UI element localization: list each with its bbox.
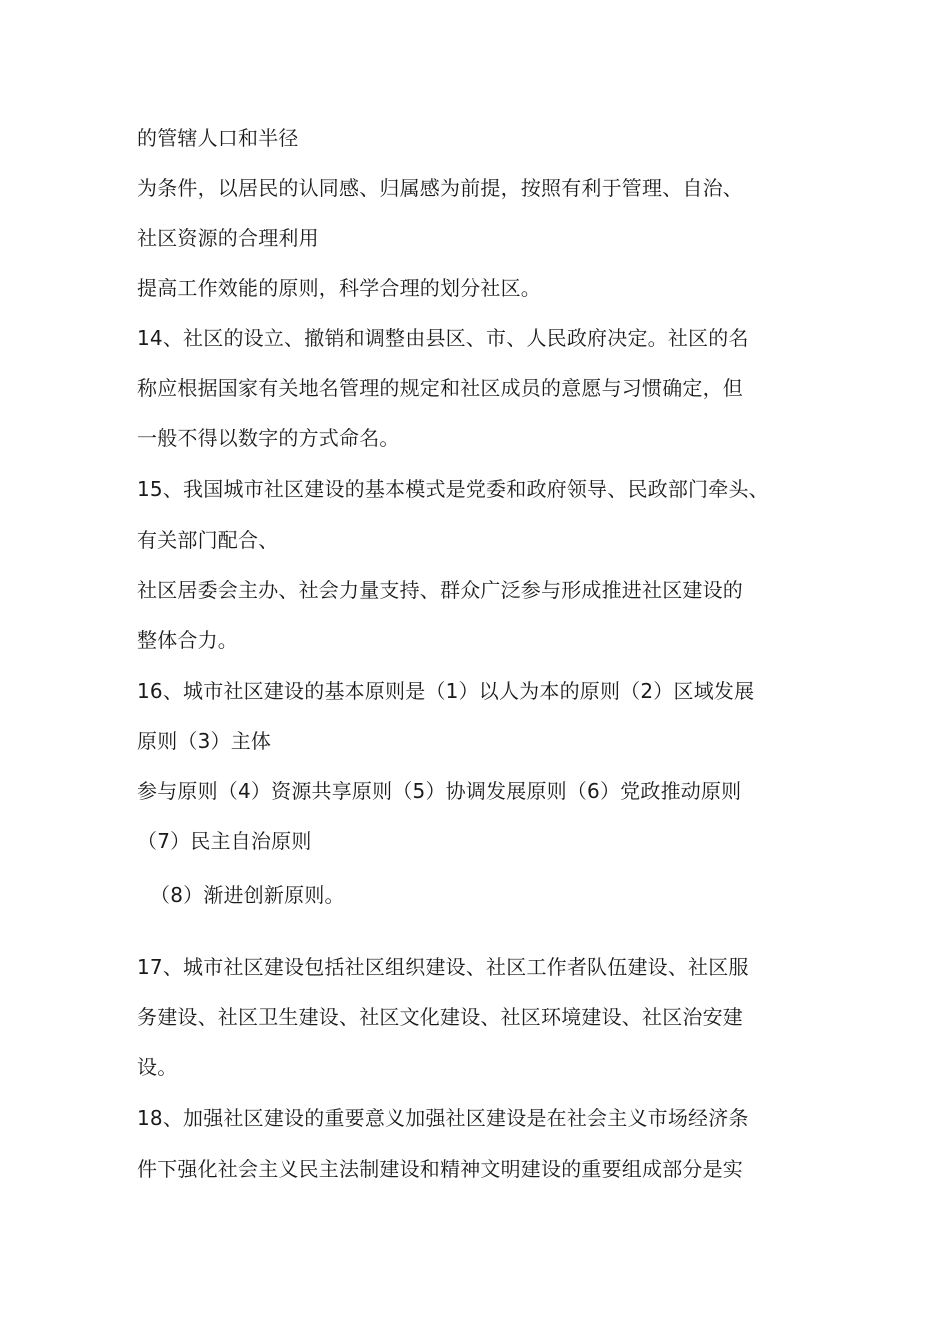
- text-line-8: 15、我国城市社区建设的基本模式是党委和政府领导、民政部门牵头、: [137, 477, 769, 501]
- text-line-11: 整体合力。: [137, 628, 238, 652]
- text-line-1: 的管辖人口和半径: [137, 126, 299, 150]
- text-line-9: 有关部门配合、: [137, 528, 279, 552]
- text-line-20: 18、加强社区建设的重要意义加强社区建设是在社会主义市场经济条: [137, 1106, 749, 1130]
- text-line-12: 16、城市社区建设的基本原则是（1）以人为本的原则（2）区域发展: [137, 679, 755, 703]
- text-line-18: 务建设、社区卫生建设、社区文化建设、社区环境建设、社区治安建: [137, 1005, 743, 1029]
- text-line-19: 设。: [137, 1055, 178, 1079]
- text-line-7: 一般不得以数字的方式命名。: [137, 426, 400, 450]
- text-line-13: 原则（3）主体: [137, 729, 272, 753]
- text-line-21: 件下强化社会主义民主法制建设和精神文明建设的重要组成部分是实: [137, 1157, 743, 1181]
- text-line-10: 社区居委会主办、社会力量支持、群众广泛参与形成推进社区建设的: [137, 578, 743, 602]
- text-line-6: 称应根据国家有关地名管理的规定和社区成员的意愿与习惯确定，但: [137, 376, 743, 400]
- text-line-16: （8）渐进创新原则。: [150, 883, 345, 907]
- text-line-15: （7）民主自治原则: [137, 829, 312, 853]
- text-line-3: 社区资源的合理利用: [137, 226, 319, 250]
- text-line-14: 参与原则（4）资源共享原则（5）协调发展原则（6）党政推动原则: [137, 779, 742, 803]
- text-line-2: 为条件，以居民的认同感、归属感为前提，按照有利于管理、自治、: [137, 176, 743, 200]
- text-line-4: 提高工作效能的原则，科学合理的划分社区。: [137, 276, 541, 300]
- text-line-17: 17、城市社区建设包括社区组织建设、社区工作者队伍建设、社区服: [137, 955, 749, 979]
- text-line-5: 14、社区的设立、撤销和调整由县区、市、人民政府决定。社区的名: [137, 326, 749, 350]
